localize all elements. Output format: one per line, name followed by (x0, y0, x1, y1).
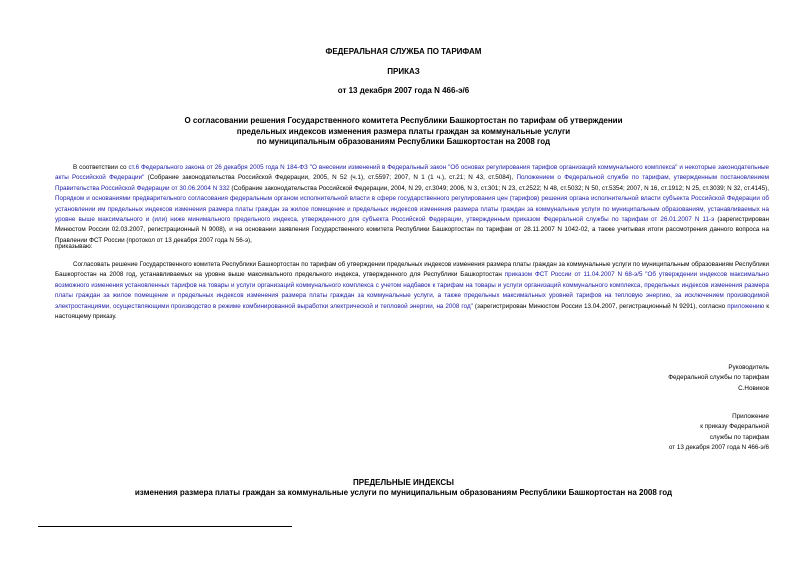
decision-paragraph (55, 260, 769, 322)
footnote-divider (38, 526, 292, 527)
decision-text-2: (зарегистрирован Минюстом России 13.04.2007, регистрационный N 9291), согласно (472, 302, 728, 310)
preamble-paragraph (55, 163, 769, 246)
document-title (150, 116, 657, 148)
appendix-title: ПРЕДЕЛЬНЫЕ ИНДЕКСЫ (353, 478, 454, 487)
order-word: приказываю: (55, 243, 93, 250)
link-federal-law-184[interactable]: ст.6 Федерального закона от 26 декабря 2005 года N 184-ФЗ "О внесении изменений в Федеральный закон "Об основах регулирования тарифов организаций коммунального комплекса" и некоторые законодательные акты Российской Федерации" (55, 164, 769, 182)
document-date: от 13 декабря 2007 года N 466-э/6 (337, 86, 470, 95)
decision-text-3: к настоящему приказу. (55, 302, 770, 321)
link-appendix[interactable]: приложению (727, 302, 765, 310)
signature-position: Руководитель (728, 364, 769, 371)
appendix-ref-line-1: Приложение (732, 413, 769, 420)
preamble-text-2: (Собрание законодательства Российской Федерации, 2005, N 52 (ч.1), ст.5597; 2007, N 1 (1 ч.), ст.21; N 43, ст.5084), (144, 174, 517, 182)
signature-organization: Федеральной службы по тарифам (668, 374, 769, 382)
preamble-text-1: В соответствии со (73, 164, 129, 171)
title-line-3: по муниципальным образованиям Республики Башкортостан на 2008 год (256, 137, 551, 146)
appendix-reference (560, 412, 769, 454)
preamble-text-3: (Собрание законодательства Российской Федерации, 2004, N 29, ст.3049; 2006, N 3, ст.301; N 23, ст.2522; N 48, ст.5032; N 50, ст.5354; 2007, N 16, ст.1912; N 25, ст.3039; N 32, ст.4145), (229, 184, 769, 192)
link-approval-procedure[interactable]: Порядком и основаниями предварительного согласования федеральным органом исполнительной власти в сфере государственного регулирования цен (тарифов) решения органа исполнительной власти субъекта Российской Федерации об установлении им предельных индексов изменения размера платы граждан за жилое помещение и предельных индексов изменения размера платы граждан за коммунальные услуги по муниципальным образованиям, устанавливаемых на уровне выше максимального и (или) ниже минимального предельного индекса, утвержденного для субъекта Российской Федерации, утвержденным приказом Федеральной службы по тарифам от 26.01.2007 N 11-э (55, 195, 769, 224)
link-fst-order-68[interactable]: приказом ФСТ России от 11.04.2007 N 68-э/5 "Об утверждении индексов максимально возможного изменения установленных тарифов на товары и услуги организаций коммунального комплекса с учетом надбавок к тарифам на товары и услуги организаций коммунального комплекса, предельных индексов изменения размера платы граждан за жилое помещение и предельных индексов изменения размера платы граждан за коммунальные услуги, а также предельных максимальных уровней тарифов на тепловую энергию, за исключением производимой электростанциями, осуществляющими производство в режиме комбинированной выработки электрической и тепловой энергии, на 2008 год" (55, 271, 769, 310)
agency-name: ФЕДЕРАЛЬНАЯ СЛУЖБА ПО ТАРИФАМ (325, 47, 482, 56)
document-type: ПРИКАЗ (387, 67, 420, 76)
appendix-subtitle: изменения размера платы граждан за коммунальные услуги по муниципальным образованиям Республики Башкортостан на 2008 год (134, 488, 673, 497)
title-line-2: предельных индексов изменения размера платы граждан за коммунальные услуги (236, 126, 571, 136)
signature-block (560, 363, 769, 394)
preamble-text-4: (зарегистрирован Минюстом России 02.03.2007, регистрационный N 9008), и на основании заявления Государственного комитета Республики Башкортостан по тарифам от 28.11.2007 N 1042-02, а также учитывая итоги рассмотрения данного вопроса на Правлении ФСТ России (протокол от 13 декабря 2007 года N 56-э), (55, 216, 769, 244)
decision-text-1: Согласовать решение Государственного комитета Республики Башкортостан по тарифам об утверждении предельных индексов изменения размера платы граждан за коммунальные услуги по муниципальным образованиям Республики Башкортостан на 2008 год, устанавливаемых на уровне выше максимального предельного индекса, утвержденного для Республики Башкортостан (55, 261, 769, 279)
title-line-1: О согласовании решения Государственного комитета Республики Башкортостан по тарифам об утверждении (184, 116, 623, 125)
appendix-ref-line-2: к приказу Федеральной (700, 423, 769, 431)
signature-name: С.Новиков (738, 384, 769, 392)
link-fst-regulation[interactable]: Положением о Федеральной службе по тарифам, утвержденным постановлением Правительства Российской Федерации от 30.06.2004 N 332 (55, 174, 769, 192)
appendix-ref-line-3: службы по тарифам (709, 433, 769, 441)
appendix-ref-line-4: от 13 декабря 2007 года N 466-э/6 (668, 444, 769, 452)
